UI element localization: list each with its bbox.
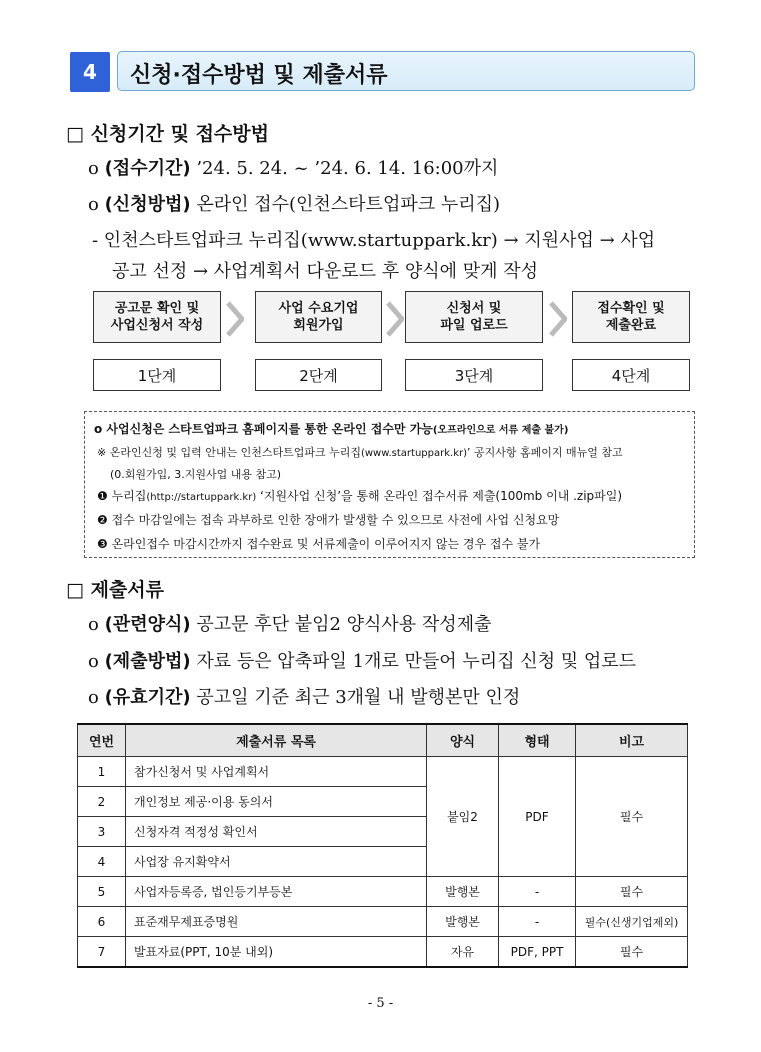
stage-label-2: 2단계: [255, 359, 382, 391]
step-text: 제출완료: [605, 318, 657, 333]
step-box-2: [255, 291, 382, 343]
step-text: 파일 업로드: [440, 318, 508, 333]
cell-note: 필수(신생기업제외): [576, 907, 688, 937]
bullet: o: [88, 614, 99, 635]
cell-no: 4: [78, 847, 126, 877]
header-form: 양식: [427, 724, 499, 757]
chevron-right-icon: [549, 301, 567, 337]
period-item-deadline: [88, 154, 498, 180]
step-text: 공고문 확인 및: [114, 301, 200, 316]
step-box-3: [405, 291, 543, 343]
step-text: 사업 수요기업: [278, 301, 359, 316]
cell-note: 필수: [576, 937, 688, 968]
cell-doc-name: 개인정보 제공·이용 동의서: [126, 787, 427, 817]
item-text: 온라인 접수(인천스타트업파크 누리집): [190, 194, 501, 215]
header-type: 형태: [499, 724, 576, 757]
notice-url: (www.startuppark.kr): [360, 448, 468, 459]
header-doc-name: 제출서류 목록: [126, 724, 427, 757]
notice-line-guide: [97, 444, 623, 460]
cell-doc-name: 표준재무제표증명원: [126, 907, 427, 937]
section-title: 신청·접수방법 및 제출서류: [130, 63, 388, 88]
notice-text: ※ 온라인신청 및 입력 안내는 인천스타트업파크 누리집: [97, 446, 361, 459]
docs-item-form: [88, 610, 491, 636]
cell-no: 1: [78, 757, 126, 787]
stage-label-4: 4단계: [572, 359, 690, 391]
cell-doc-name: 발표자료(PPT, 10분 내외): [126, 937, 427, 968]
item-label: (신청방법): [104, 194, 191, 215]
notice-text: ’ 공지사항 홈페이지 매뉴얼 참고: [467, 446, 623, 459]
notice-text: ‘지원사업 신청’을 통해 온라인 접수서류 제출(100mb 이내 .zip파일): [256, 489, 623, 503]
cell-form: 붙임2: [427, 757, 499, 877]
table-row: [78, 877, 688, 907]
cell-no: 5: [78, 877, 126, 907]
notice-item-2: ❷ 접수 마감일에는 접속 과부하로 인한 장애가 발생할 수 있으므로 사전에 사업 신청요망: [97, 513, 560, 527]
item-label: (제출방법): [104, 651, 191, 672]
table-row: [78, 757, 688, 787]
cell-no: 3: [78, 817, 126, 847]
notice-text: ❶ 누리집: [97, 489, 147, 503]
header-no: 연번: [78, 724, 126, 757]
step-box-4: [572, 291, 690, 343]
cell-no: 6: [78, 907, 126, 937]
notice-url: (http://startuppark.kr): [146, 492, 257, 503]
page-number: - 5 -: [367, 996, 394, 1011]
item-label: (관련양식): [104, 614, 191, 635]
notice-line-ref: (0.회원가입, 3.지원사업 내용 참고): [110, 468, 282, 481]
period-item-method: [88, 190, 500, 216]
header-note: 비고: [576, 724, 688, 757]
step-text: 접수확인 및: [597, 301, 665, 316]
bullet: o: [88, 687, 99, 708]
docs-item-method: [88, 647, 636, 673]
cell-note: 필수: [576, 757, 688, 877]
cell-type: -: [499, 877, 576, 907]
cell-no: 2: [78, 787, 126, 817]
cell-doc-name: 참가신청서 및 사업계획서: [126, 757, 427, 787]
docs-item-validity: [88, 683, 520, 709]
step-text: 신청서 및: [446, 301, 502, 316]
documents-table: [77, 723, 688, 968]
cell-doc-name: 사업장 유지확약서: [126, 847, 427, 877]
chevron-right-icon: [386, 301, 404, 337]
notice-line-main: [94, 420, 568, 437]
section-number: 4: [70, 52, 110, 92]
item-text: 자료 등은 압축파일 1개로 만들어 누리집 신청 및 업로드: [190, 651, 637, 672]
step-text: 회원가입: [293, 318, 344, 333]
step-box-1: [93, 291, 221, 343]
step-text: 사업신청서 작성: [110, 318, 204, 333]
notice-text: o 사업신청은 스타트업파크 홈페이지를 통한 온라인 접수만 가능: [94, 422, 433, 436]
cell-no: 7: [78, 937, 126, 968]
table-row: [78, 907, 688, 937]
item-label: (접수기간): [104, 158, 191, 179]
item-label: (유효기간): [104, 687, 191, 708]
cell-type: -: [499, 907, 576, 937]
cell-form: 발행본: [427, 877, 499, 907]
bullet: o: [88, 158, 99, 179]
docs-heading: □ 제출서류: [66, 579, 164, 601]
method-description-line2: 공고 선정 → 사업계획서 다운로드 후 양식에 맞게 작성: [112, 261, 539, 282]
cell-form: 발행본: [427, 907, 499, 937]
stage-label-1: 1단계: [93, 359, 221, 391]
cell-doc-name: 신청자격 적정성 확인서: [126, 817, 427, 847]
item-text: ’24. 5. 24. ~ ’24. 6. 14. 16:00까지: [190, 158, 499, 179]
cell-type: PDF: [499, 757, 576, 877]
table-header-row: [78, 724, 688, 757]
cell-note: 필수: [576, 877, 688, 907]
bullet: o: [88, 651, 99, 672]
notice-item-3: ❸ 온라인접수 마감시간까지 접수완료 및 서류제출이 이루어지지 않는 경우 접수 불가: [97, 537, 541, 551]
chevron-right-icon: [226, 301, 244, 337]
notice-small: (오프라인으로 서류 제출 불가): [432, 425, 569, 436]
period-heading: □ 신청기간 및 접수방법: [66, 123, 269, 145]
cell-form: 자유: [427, 937, 499, 968]
table-row: [78, 937, 688, 968]
item-text: 공고일 기준 최근 3개월 내 발행본만 인정: [190, 687, 521, 708]
cell-doc-name: 사업자등록증, 법인등기부등본: [126, 877, 427, 907]
method-description-line1: - 인천스타트업파크 누리집(www.startuppark.kr) → 지원사업 → 사업: [92, 230, 656, 251]
notice-item-1: [97, 487, 622, 504]
item-text: 공고문 후단 붙임2 양식사용 작성제출: [190, 614, 492, 635]
cell-type: PDF, PPT: [499, 937, 576, 968]
stage-label-3: 3단계: [405, 359, 543, 391]
bullet: o: [88, 194, 99, 215]
